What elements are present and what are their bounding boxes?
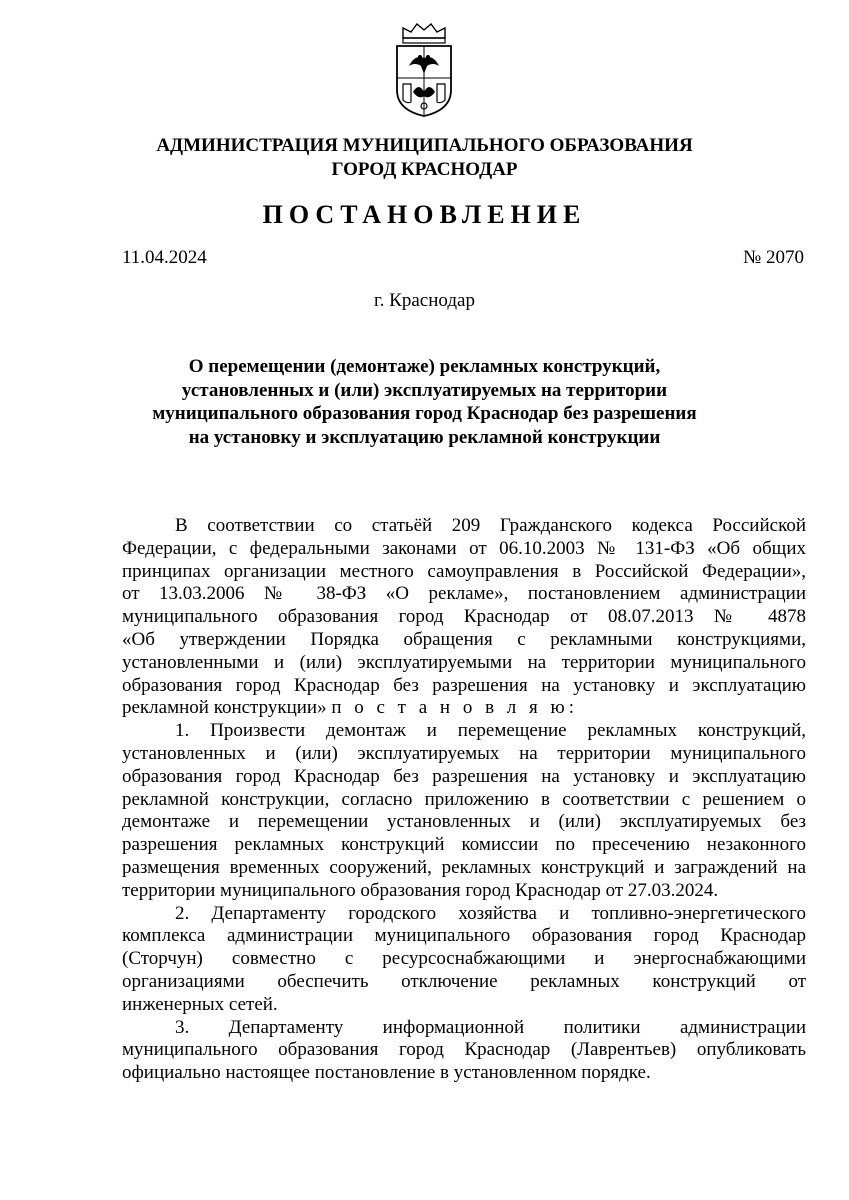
body-line: инженерных сетей. — [122, 993, 278, 1015]
document-title-line: на установку и эксплуатацию рекламной конструкции — [188, 426, 661, 448]
body-line: муниципального образования город Краснодар от 08.07.2013 № 4878 — [122, 606, 806, 628]
document-title-line: муниципального образования город Краснодар без разрешения — [152, 403, 697, 424]
body-line: рекламной конструкции, согласно приложению в соответствии с решением о — [122, 788, 806, 810]
body-line: разрешения рекламных конструкций комиссии по пресечению незаконного — [122, 834, 806, 856]
body-line: В соответствии со статьёй 209 Гражданского кодекса Российской — [175, 515, 806, 536]
body-line: 1. Произвести демонтаж и перемещение рекламных конструкций, — [175, 720, 806, 742]
body-line: «Об утверждении Порядка обращения с рекламными конструкциями, — [122, 628, 806, 650]
body-line: Федерации, с федеральными законами от 06.10.2003 № 131-ФЗ «Об общих — [122, 537, 806, 559]
body-line — [122, 697, 806, 720]
body-line: официально настоящее постановление в установленном порядке. — [122, 1062, 651, 1084]
document-title-line: О перемещении (демонтаже) рекламных конструкций, — [188, 356, 661, 377]
body-line: муниципального образования город Краснодар (Лаврентьев) опубликовать — [122, 1039, 806, 1061]
body-line: принципах организации местного самоуправления в Российской Федерации», — [122, 560, 806, 582]
document-body — [122, 515, 806, 1085]
document-title — [0, 355, 849, 449]
body-line: комплекса администрации муниципального образования город Краснодар — [122, 925, 806, 947]
document-type: ПОСТАНОВЛЕНИЕ — [262, 200, 587, 229]
body-line: образования город Краснодар без разрешения на установку и эксплуатацию — [122, 765, 806, 787]
body-line: территории муниципального образования город Краснодар от 27.03.2024. — [122, 879, 719, 901]
body-line: установленных и (или) эксплуатируемых на территории муниципального — [122, 742, 806, 764]
document-title-line: установленных и (или) эксплуатируемых на территории — [181, 379, 668, 401]
body-line: (Сторчун) совместно с ресурсоснабжающими и энергоснабжающими — [122, 948, 806, 970]
body-line-text: рекламной конструкции» — [122, 697, 327, 719]
krasnodar-coat-of-arms-icon — [389, 20, 459, 118]
organization-name-line-2: ГОРОД КРАСНОДАР — [331, 159, 518, 180]
resolve-word: п о с т а н о в л я ю: — [331, 697, 578, 719]
body-line: от 13.03.2006 № 38-ФЗ «О рекламе», постановлением администрации — [122, 583, 806, 605]
body-line: 3. Департаменту информационной политики администрации — [175, 1016, 806, 1038]
body-line: образования город Краснодар без разрешения на установку и эксплуатацию — [122, 674, 806, 696]
document-city: г. Краснодар — [374, 290, 475, 311]
organization-name-line-1: АДМИНИСТРАЦИЯ МУНИЦИПАЛЬНОГО ОБРАЗОВАНИЯ — [156, 135, 693, 156]
body-line: организациями обеспечить отключение рекламных конструкций от — [122, 970, 806, 992]
body-line: 2. Департаменту городского хозяйства и топливно-энергетического — [175, 902, 806, 924]
body-line: демонтаже и перемещении установленных и (или) эксплуатируемых без — [122, 811, 806, 833]
document-number: № 2070 — [743, 247, 804, 268]
body-line: установленными и (или) эксплуатируемыми на территории муниципального — [122, 651, 806, 673]
body-line: размещения временных сооружений, рекламных конструкций и заграждений на — [122, 856, 806, 878]
document-date: 11.04.2024 — [122, 247, 207, 268]
